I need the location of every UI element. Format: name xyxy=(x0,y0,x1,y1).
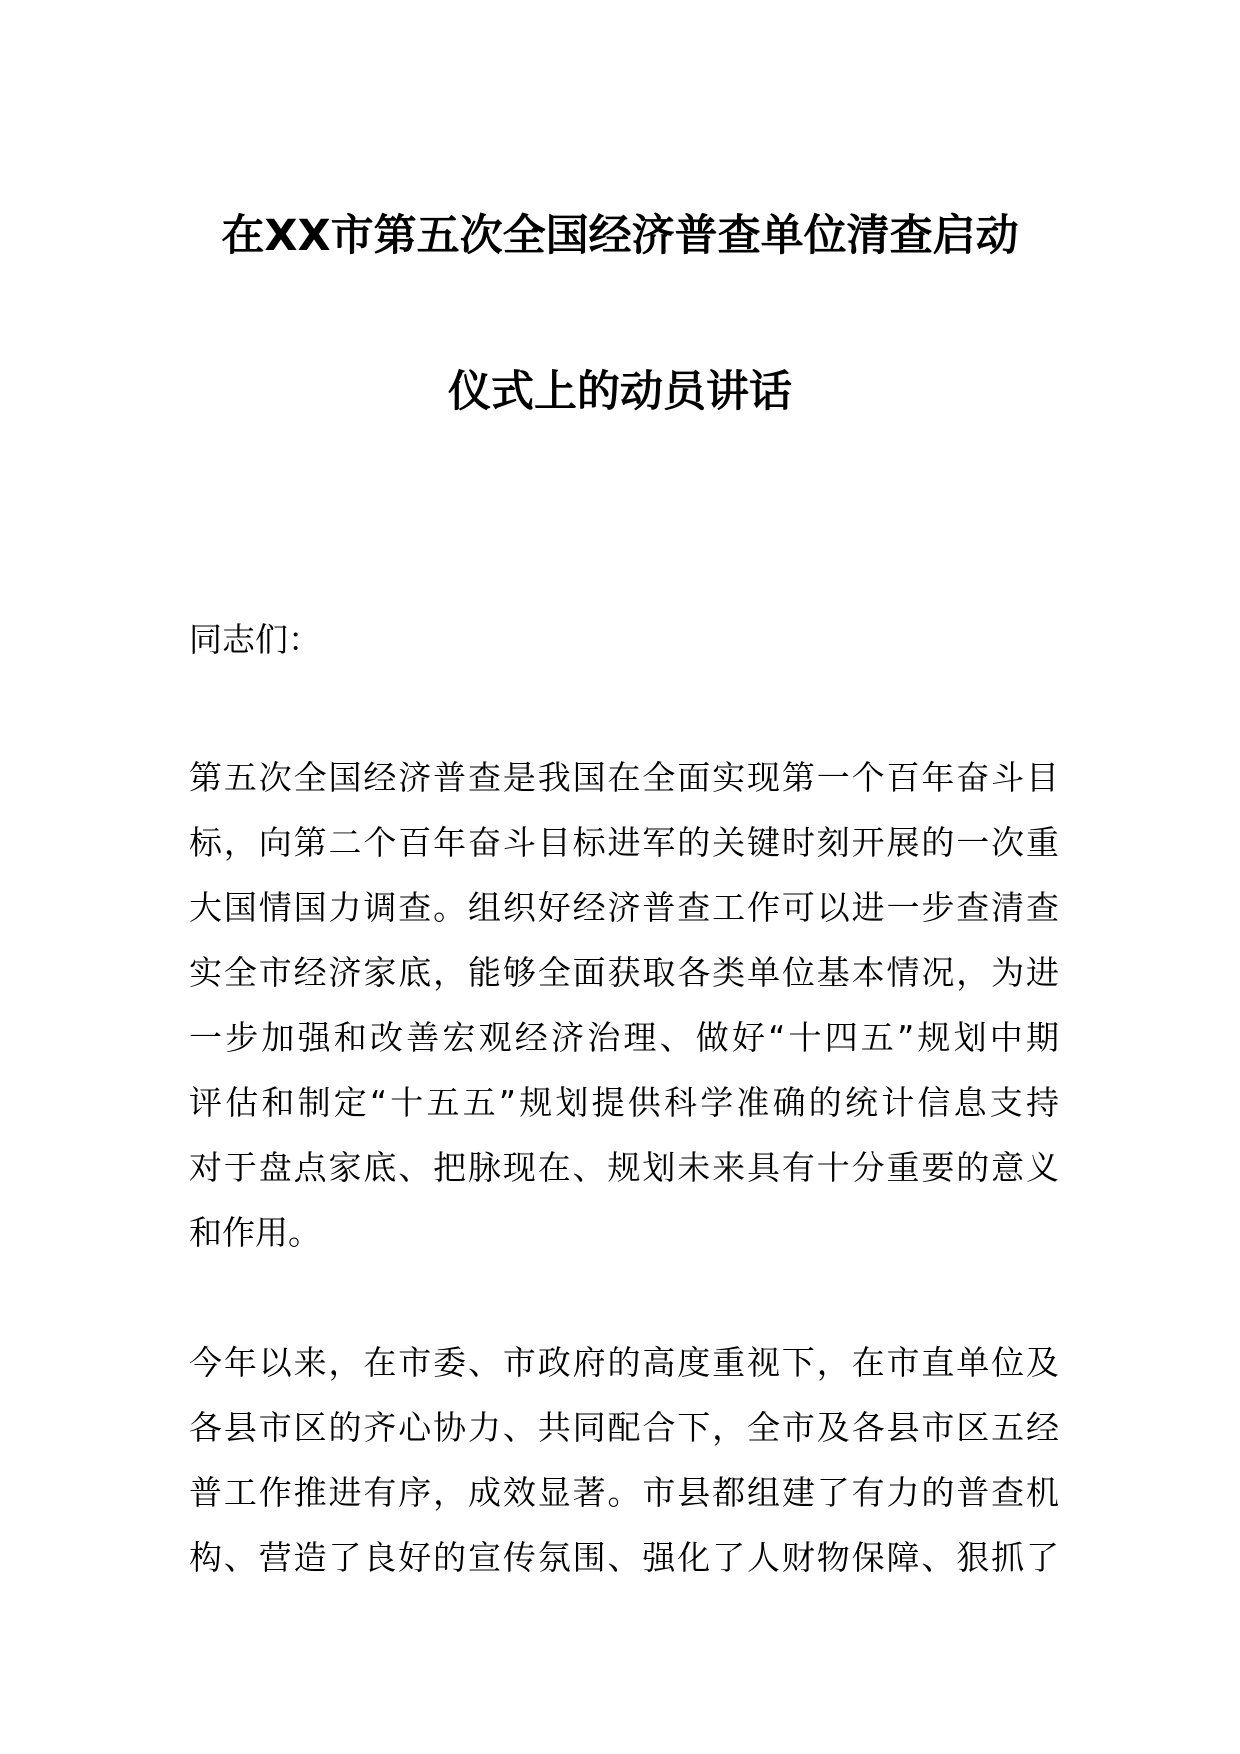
paragraph-line: 对于盘点家底、把脉现在、规划未来具有十分重要的意义 xyxy=(189,1148,1059,1187)
paragraph-line: 各县市区的齐心协力、共同配合下，全市及各县市区五经 xyxy=(189,1408,1059,1447)
paragraph-line: 标，向第二个百年奋斗目标进军的关键时刻开展的一次重 xyxy=(189,823,1059,862)
document-title-line-1: 在XX市第五次全国经济普查单位清查启动 xyxy=(221,211,1019,261)
paragraph-line: 普工作推进有序，成效显著。市县都组建了有力的普查机 xyxy=(189,1473,1059,1512)
paragraph-line: 一步加强和改善宏观经济治理、做好“十四五”规划中期 xyxy=(189,1018,1059,1057)
paragraph-line: 大国情国力调查。组织好经济普查工作可以进一步查清查 xyxy=(189,888,1059,927)
document-title-line-2: 仪式上的动员讲话 xyxy=(448,367,792,417)
salutation: 同志们： xyxy=(189,620,321,659)
paragraph-2 xyxy=(189,1330,1059,1590)
paragraph-line: 今年以来，在市委、市政府的高度重视下，在市直单位及 xyxy=(189,1343,1059,1382)
paragraph-line: 和作用。 xyxy=(189,1213,321,1252)
paragraph-line: 第五次全国经济普查是我国在全面实现第一个百年奋斗目 xyxy=(189,758,1059,797)
paragraph-line: 实全市经济家底，能够全面获取各类单位基本情况，为进 xyxy=(189,953,1059,992)
paragraph-line: 构、营造了良好的宣传氛围、强化了人财物保障、狠抓了 xyxy=(189,1538,1059,1577)
paragraph-1 xyxy=(189,745,1059,1265)
paragraph-line: 评估和制定“十五五”规划提供科学准确的统计信息支持 xyxy=(189,1083,1059,1122)
